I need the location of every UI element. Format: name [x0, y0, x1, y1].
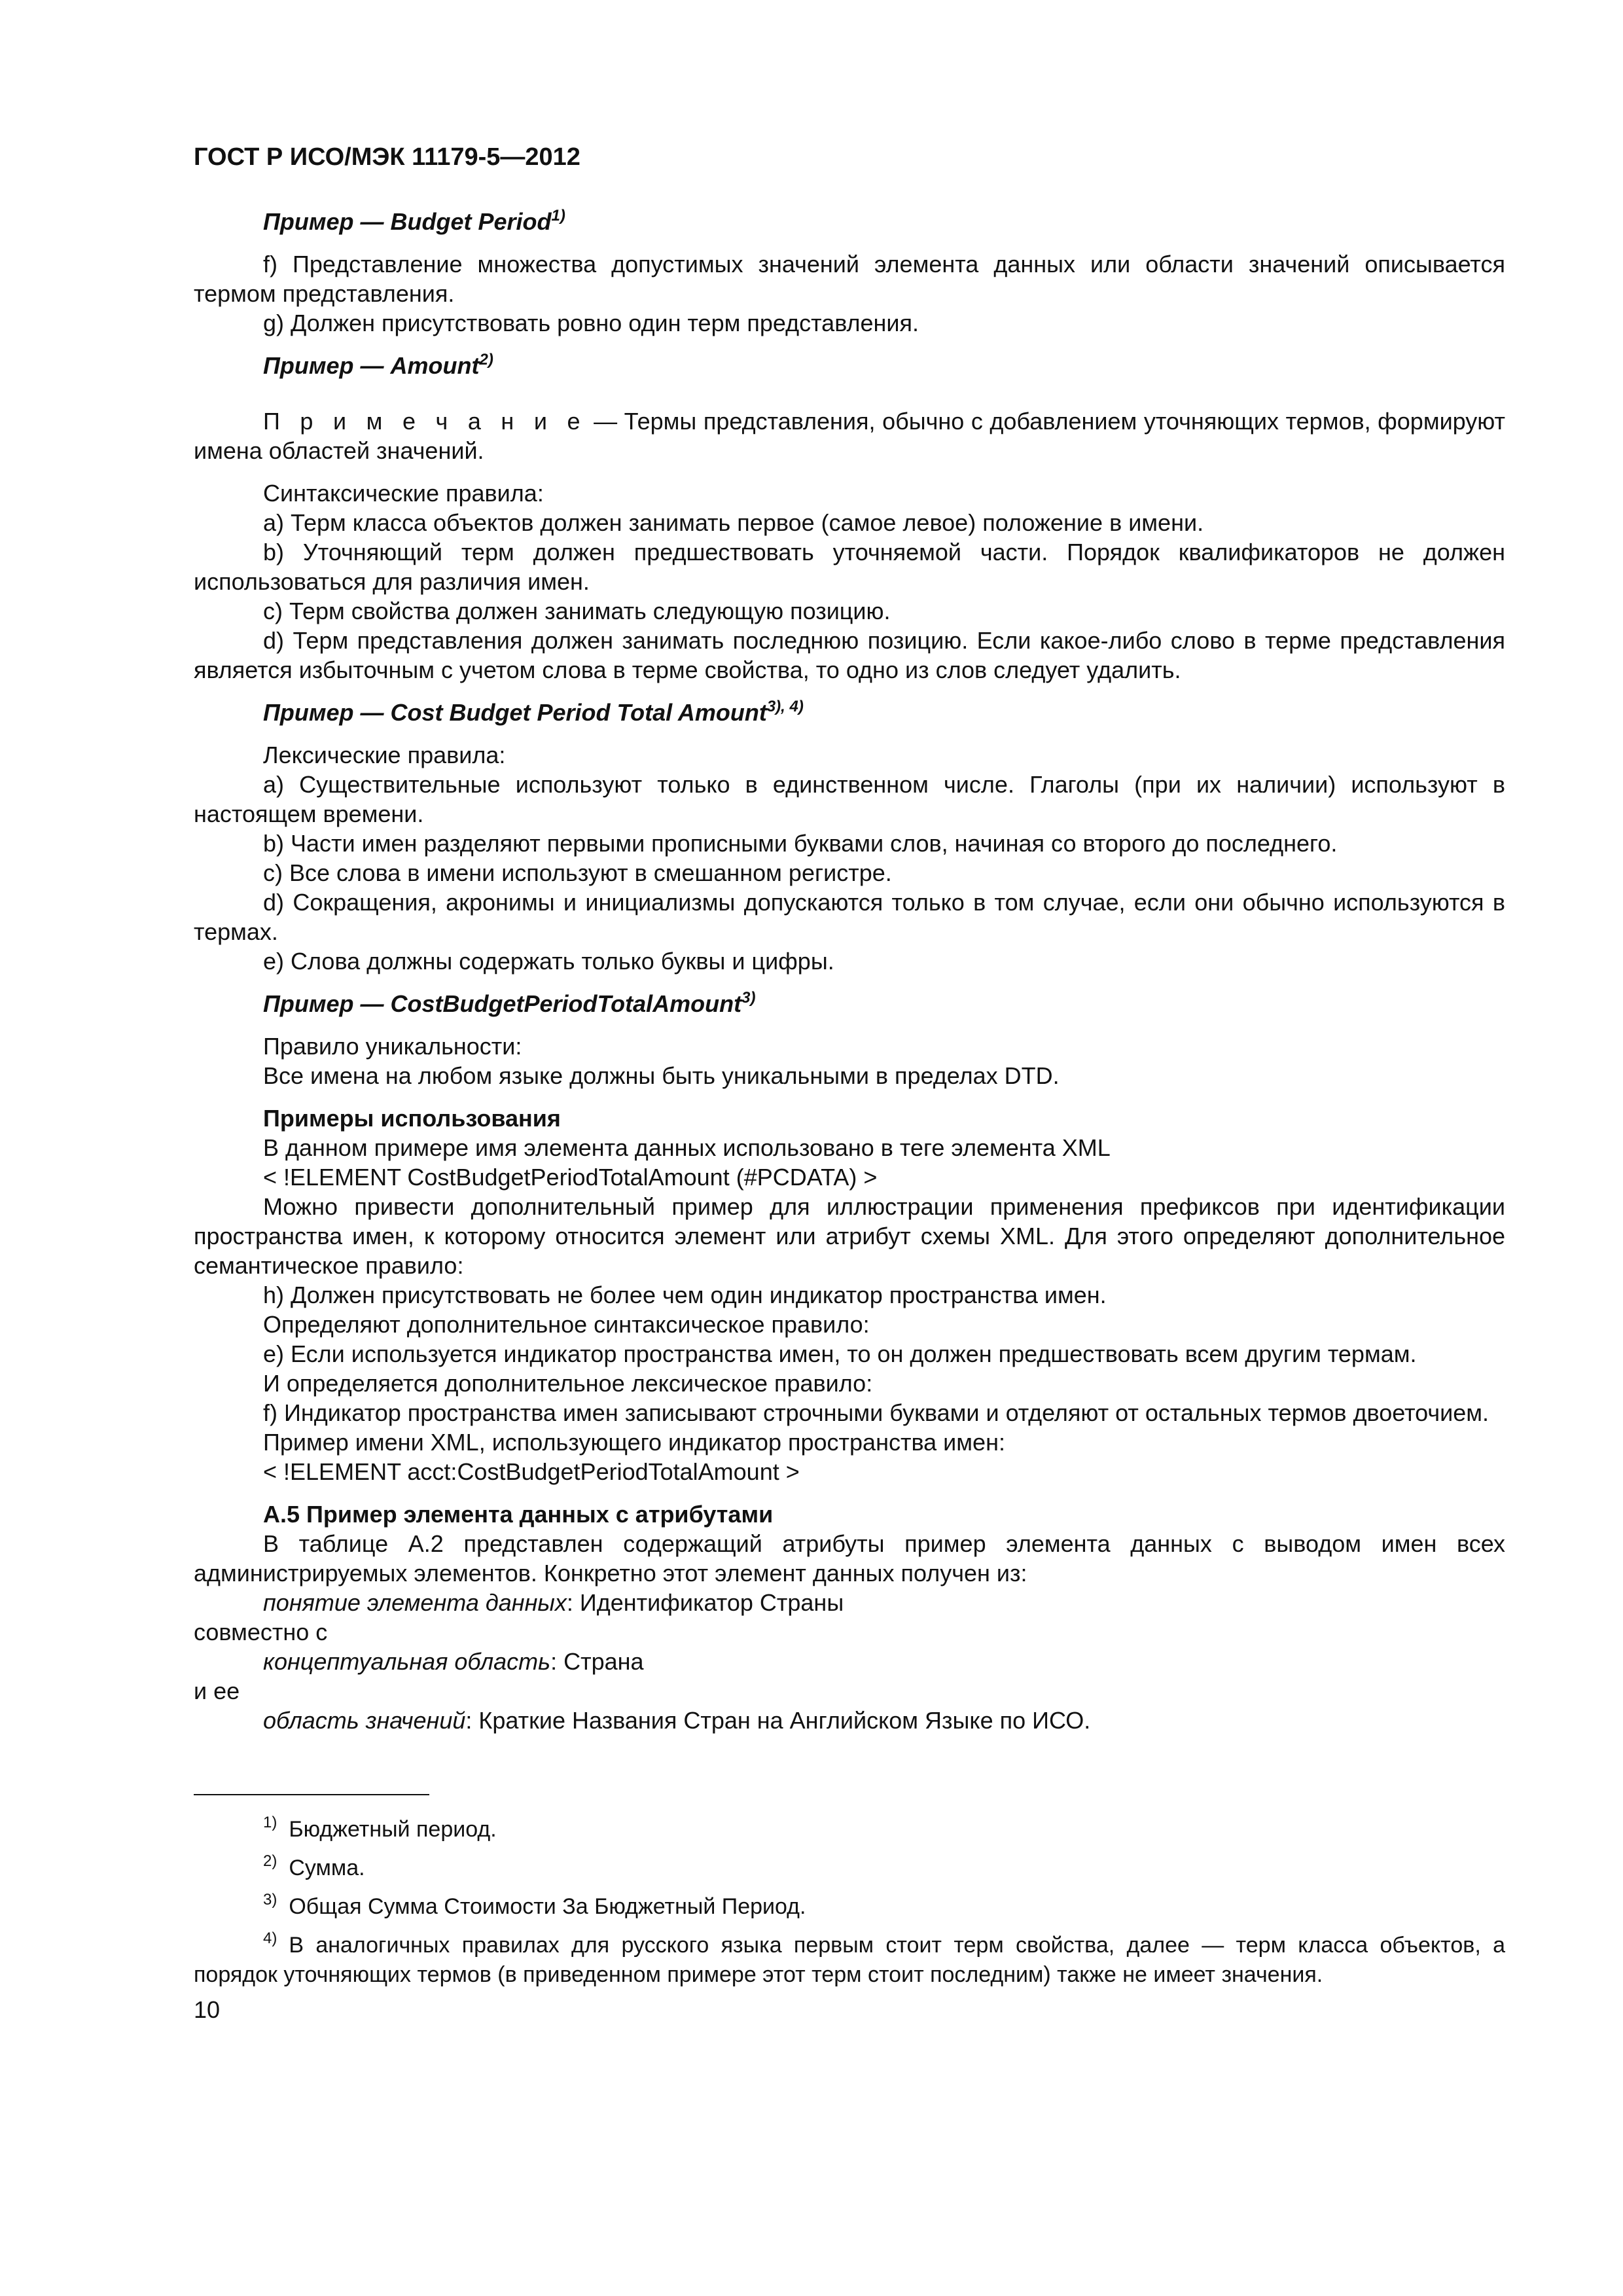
footnote: $^{3)}$ Общая Сумма Стоимости За Бюджетный Период. [263, 1891, 806, 1919]
uniqueness-rule: Все имена на любом языке должны быть уникальными в пределах DTD. [263, 1062, 1060, 1089]
footnote-ref: 3), 4) [766, 698, 804, 715]
document-page [194, 141, 1505, 2024]
and-line: и ее [194, 1677, 240, 1704]
paragraph: Пример имени XML, использующего индикатор пространства имен: [263, 1429, 1005, 1456]
paragraph: Можно привести дополнительный пример для иллюстрации применения префиксов при идентификации пространства имен, к которому относится элемент или атрибут схемы XML. Для этого определяют дополнительное семантическое правило: [194, 1193, 1505, 1279]
syntax-rule-b: b) Уточняющий терм должен предшествовать уточняемой части. Порядок квалификаторов не должен использоваться для различия имен. [194, 539, 1505, 595]
footnote-ref: 1) [551, 207, 565, 224]
footnote-separator [194, 1794, 429, 1795]
concept-line: понятие элемента данных: Идентификатор Страны [263, 1589, 844, 1616]
example-camelcase: Пример — CostBudgetPeriodTotalAmount$^{3)}$ [263, 989, 756, 1017]
uniqueness-title: Правило уникальности: [263, 1033, 522, 1060]
syntax-rule-d: d) Терм представления должен занимать последнюю позицию. Если какое-либо слово в терме представления является избыточным с учетом слова в терме свойства, то одно из слов следует удалить. [194, 627, 1505, 683]
lexical-rule-d: d) Сокращения, акронимы и инициализмы допускаются только в том случае, если они обычно используются в термах. [194, 889, 1505, 945]
paragraph: И определяется дополнительное лексическое правило: [263, 1370, 873, 1397]
page-number: 10 [194, 1996, 221, 2023]
paragraph: В таблице А.2 представлен содержащий атрибуты пример элемента данных с выводом имен всех администрируемых элементов. Конкретно этот элемент данных получен из: [194, 1530, 1505, 1587]
value-domain-line: область значений: Краткие Названия Стран на Английском Языке по ИСО. [263, 1707, 1091, 1734]
paragraph: f) Представление множества допустимых значений элемента данных или области значений описывается термом представления. [194, 251, 1505, 307]
usage-heading: Примеры использования [263, 1105, 561, 1132]
section-heading-a5: А.5 Пример элемента данных с атрибутами [263, 1501, 774, 1528]
syntax-rule-a: a) Терм класса объектов должен занимать первое (самое левое) положение в имени. [263, 509, 1204, 536]
footnote: $^{1)}$ Бюджетный период. [263, 1814, 497, 1842]
footnote-ref: 3) [741, 989, 756, 1007]
code-line: < !ELEMENT CostBudgetPeriodTotalAmount (#PCDATA) > [263, 1164, 878, 1191]
note-label: П р и м е ч а н и е [263, 408, 587, 435]
paragraph: Определяют дополнительное синтаксическое правило: [263, 1311, 870, 1338]
paragraph: f) Индикатор пространства имен записывают строчными буквами и отделяют от остальных термов двоеточием. [263, 1399, 1489, 1426]
footnote: $^{2)}$ Сумма. [263, 1852, 365, 1880]
lexical-rule-e: e) Слова должны содержать только буквы и цифры. [263, 948, 834, 975]
footnote-ref: 2) [479, 351, 493, 368]
example-amount: Пример — Amount$^{2)}$ [263, 351, 493, 379]
example-budget-period: Пример — Budget Period$^{1)}$ [263, 207, 565, 235]
paragraph: g) Должен присутствовать ровно один терм представления. [263, 310, 919, 336]
lexical-rule-c: c) Все слова в имени используют в смешанном регистре. [263, 859, 892, 886]
paragraph: В данном примере имя элемента данных использовано в теге элемента XML [263, 1134, 1111, 1161]
footnote: $^{4)}$ В аналогичных правилах для русского языка первым стоит терм свойства, далее — терм класса объектов, а порядок уточняющих термов (в приведенном примере этот терм стоит последним) также не имеет значения. [194, 1929, 1505, 1987]
lexical-rule-a: a) Существительные используют только в единственном числе. Глаголы (при их наличии) используют в настоящем времени. [194, 771, 1505, 827]
syntax-rule-c: c) Терм свойства должен занимать следующую позицию. [263, 598, 891, 624]
syntax-title: Синтаксические правила: [263, 480, 544, 507]
paragraph: e) Если используется индикатор пространства имен, то он должен предшествовать всем другим термам. [263, 1340, 1417, 1367]
lexical-title: Лексические правила: [263, 742, 506, 768]
code-line: < !ELEMENT acct:CostBudgetPeriodTotalAmount > [263, 1458, 800, 1485]
note: П р и м е ч а н и е — Термы представления, обычно с добавлением уточняющих термов, формируют имена областей значений. [194, 408, 1505, 464]
joint-line: совместно с [194, 1619, 328, 1645]
paragraph: h) Должен присутствовать не более чем один индикатор пространства имен. [263, 1282, 1107, 1308]
lexical-rule-b: b) Части имен разделяют первыми прописными буквами слов, начиная со второго до последнего. [263, 830, 1338, 857]
domain-line: концептуальная область: Страна [263, 1648, 644, 1675]
example-cost-budget: Пример — Cost Budget Period Total Amount$^{3), 4)}$ [263, 698, 804, 726]
document-header: ГОСТ Р ИСО/МЭК 11179-5—2012 [194, 143, 580, 171]
